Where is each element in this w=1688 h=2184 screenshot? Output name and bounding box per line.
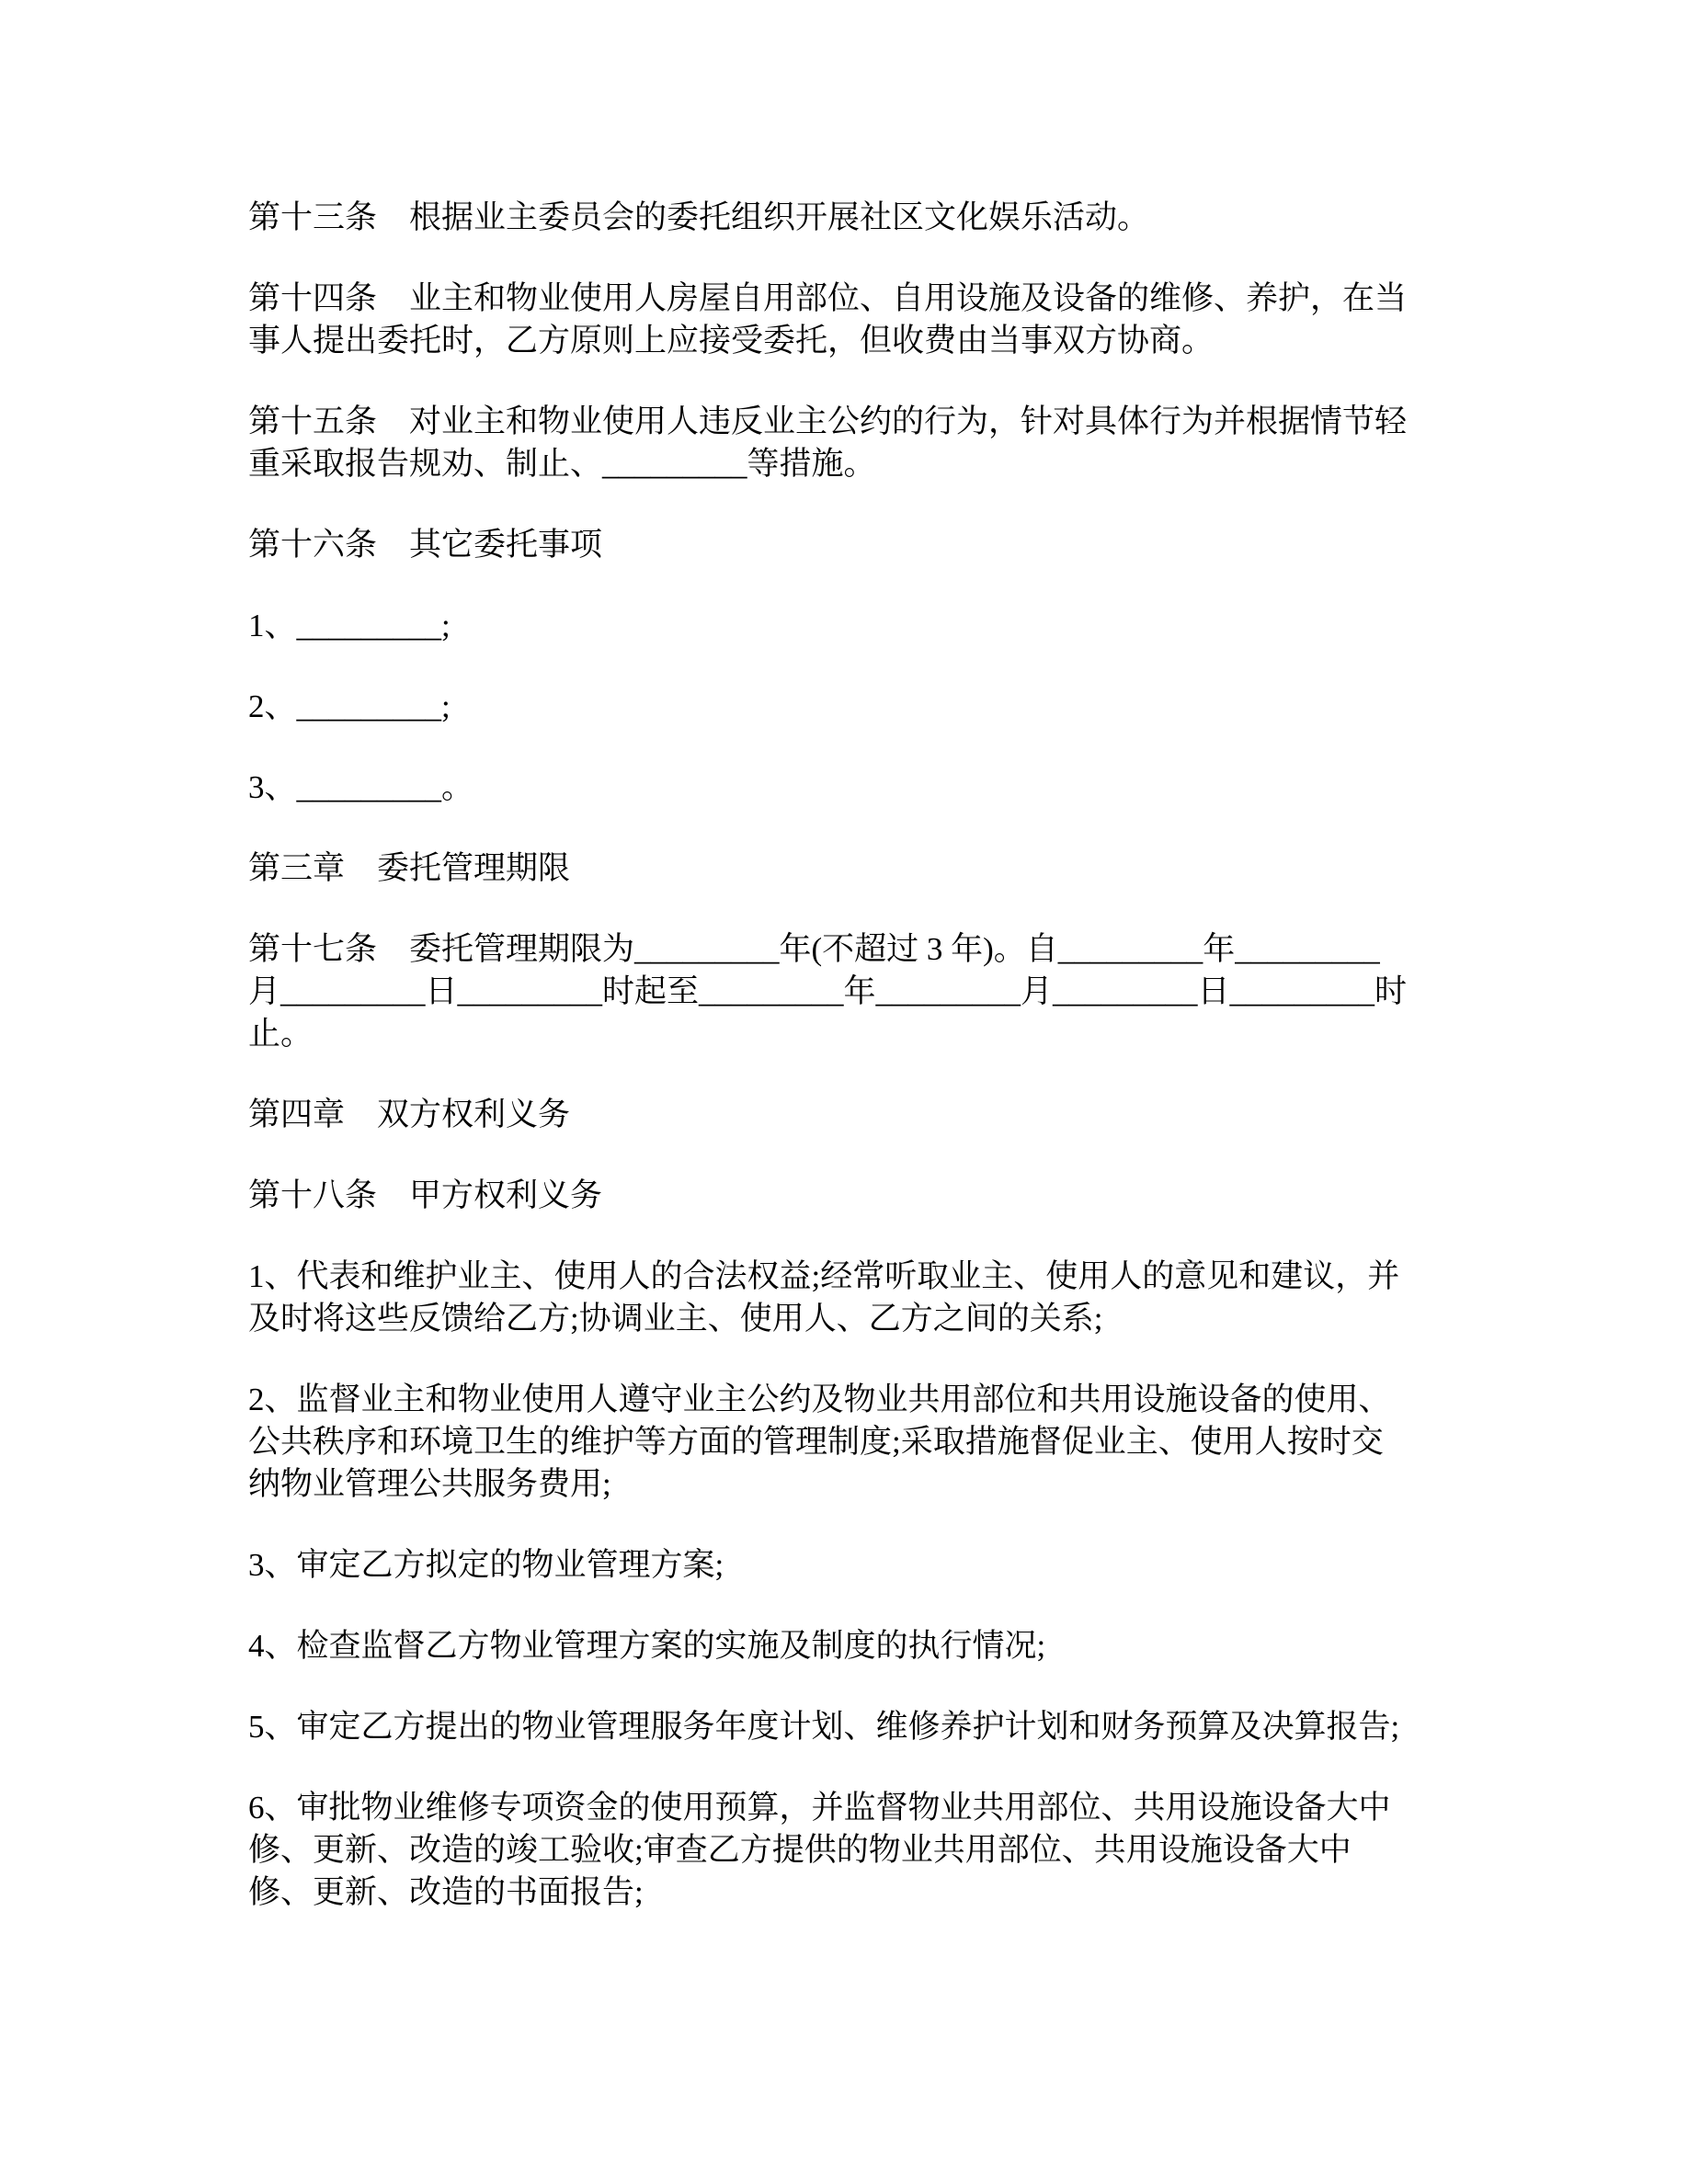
document-body [248,197,1443,1952]
text-line: 1、代表和维护业主、使用人的合法权益;经常听取业主、使用人的意见和建议，并 [248,1258,1400,1294]
text-line: 重采取报告规劝、制止、_________等措施。 [248,446,876,482]
text-line: 4、检查监督乙方物业管理方案的实施及制度的执行情况; [248,1628,1046,1664]
text-line: 第十七条 委托管理期限为_________年(不超过 3 年)。自_________年_________ [248,931,1380,967]
text-line: 5、审定乙方提出的物业管理服务年度计划、维修养护计划和财务预算及决算报告; [248,1709,1400,1745]
text-line: 公共秩序和环境卫生的维护等方面的管理制度;采取措施督促业主、使用人按时交 [248,1424,1384,1460]
text-line: 纳物业管理公共服务费用; [248,1466,611,1502]
paragraph [248,197,1443,239]
text-line: 及时将这些反馈给乙方;协调业主、使用人、乙方之间的关系; [248,1301,1103,1337]
paragraph [248,1706,1443,1748]
text-line: 2、_________; [248,688,451,724]
text-line: 止。 [248,1016,314,1052]
text-line: 第十三条 根据业主委员会的委托组织开展社区文化娱乐活动。 [248,199,1150,235]
text-line: 第三章 委托管理期限 [248,850,571,886]
paragraph [248,767,1443,809]
paragraph [248,1625,1443,1667]
paragraph [248,524,1443,566]
text-line: 修、更新、改造的竣工验收;审查乙方提供的物业共用部位、共用设施设备大中 [248,1832,1352,1868]
text-line: 1、_________; [248,608,451,643]
text-line: 事人提出委托时，乙方原则上应接受委托，但收费由当事双方协商。 [248,323,1215,358]
text-line: 2、监督业主和物业使用人遵守业主公约及物业共用部位和共用设施设备的使用、 [248,1382,1391,1417]
paragraph [248,605,1443,647]
text-line: 第十五条 对业主和物业使用人违反业主公约的行为，针对具体行为并根据情节轻 [248,404,1408,439]
paragraph [248,401,1443,485]
paragraph [248,928,1443,1055]
paragraph [248,1256,1443,1340]
paragraph [248,278,1443,362]
text-line: 月_________日_________时起至_________年_________月_________日_________时 [248,973,1408,1009]
paragraph [248,1544,1443,1587]
text-line: 修、更新、改造的书面报告; [248,1874,644,1910]
text-line: 6、审批物业维修专项资金的使用预算，并监督物业共用部位、共用设施设备大中 [248,1790,1391,1826]
paragraph [248,847,1443,890]
paragraph [248,1094,1443,1136]
text-line: 第十八条 甲方权利义务 [248,1177,603,1213]
paragraph [248,1175,1443,1217]
paragraph [248,1379,1443,1506]
text-line: 第十六条 其它委托事项 [248,527,603,563]
text-line: 第四章 双方权利义务 [248,1097,571,1132]
text-line: 第十四条 业主和物业使用人房屋自用部位、自用设施及设备的维修、养护，在当 [248,280,1408,316]
text-line: 3、_________。 [248,769,474,805]
paragraph [248,1787,1443,1914]
paragraph [248,686,1443,728]
text-line: 3、审定乙方拟定的物业管理方案; [248,1547,724,1583]
